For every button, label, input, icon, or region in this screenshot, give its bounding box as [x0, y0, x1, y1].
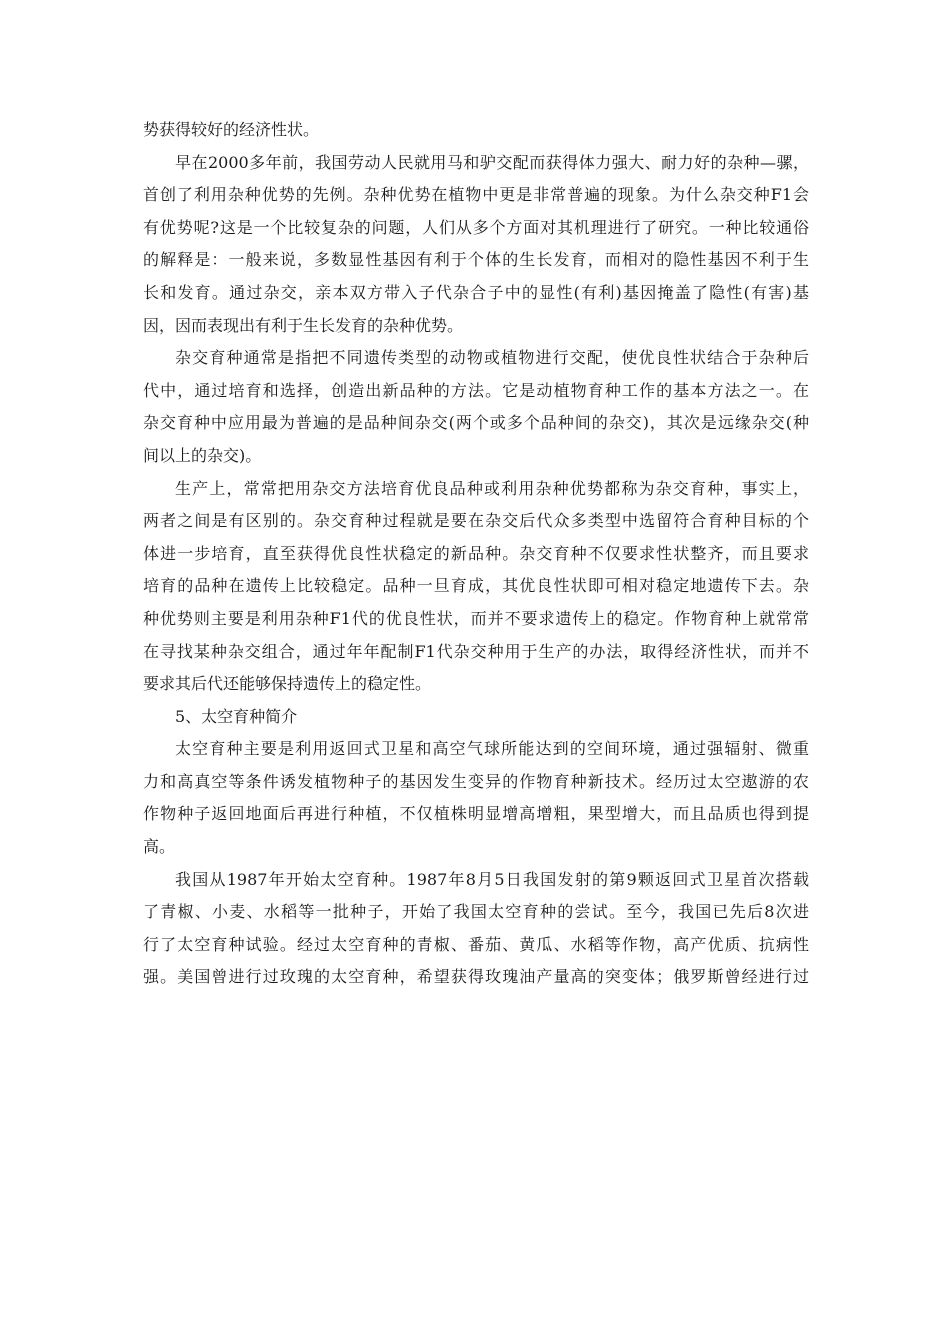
text-line: 太空育种主要是利用返回式卫星和高空气球所能达到的空间环境，通过强辐射、微重: [175, 739, 809, 759]
text-line: 间以上的杂交)。: [143, 445, 262, 465]
text-line: 代中，通过培育和选择，创造出新品种的方法。它是动植物育种工作的基本方法之一。在: [143, 380, 809, 400]
text-line: 在寻找某种杂交组合，通过年年配制F1代杂交种用于生产的办法，取得经济性状，而并不: [143, 641, 809, 661]
text-line: 力和高真空等条件诱发植物种子的基因发生变异的作物育种新技术。经历过太空遨游的农: [143, 771, 809, 791]
document-body: [143, 114, 809, 994]
text-line: 了青椒、小麦、水稻等一批种子，开始了我国太空育种的尝试。至今，我国已先后8次进: [143, 902, 809, 922]
paragraph: [143, 701, 809, 734]
text-line: 杂交育种中应用最为普遍的是品种间杂交(两个或多个品种间的杂交)，其次是远缘杂交(种: [143, 413, 809, 433]
text-line: 势获得较好的经济性状。: [143, 120, 320, 139]
text-line: 强。美国曾进行过玫瑰的太空育种，希望获得玫瑰油产量高的突变体；俄罗斯曾经进行过: [143, 967, 809, 987]
text-line: 有优势呢?这是一个比较复杂的问题，人们从多个方面对其机理进行了研究。一种比较通俗: [143, 217, 809, 237]
text-line: 我国从1987年开始太空育种。1987年8月5日我国发射的第9颗返回式卫星首次搭载: [175, 869, 809, 889]
text-line: 生产上，常常把用杂交方法培育优良品种或利用杂种优势都称为杂交育种，事实上，: [175, 478, 809, 498]
text-line: 早在2000多年前，我国劳动人民就用马和驴交配而获得体力强大、耐力好的杂种—骡，: [175, 152, 809, 172]
text-line: 的解释是：一般来说，多数显性基因有利于个体的生长发育，而相对的隐性基因不利于生: [143, 250, 809, 270]
text-line: 体进一步培育，直至获得优良性状稳定的新品种。杂交育种不仅要求性状整齐，而且要求: [143, 543, 809, 563]
text-line: 行了太空育种试验。经过太空育种的青椒、番茄、黄瓜、水稻等作物，高产优质、抗病性: [143, 934, 809, 954]
paragraph: [143, 733, 809, 863]
paragraph: [143, 147, 809, 343]
text-line: 两者之间是有区别的。杂交育种过程就是要在杂交后代众多类型中选留符合育种目标的个: [143, 511, 809, 531]
text-line: 培育的品种在遗传上比较稳定。品种一旦育成，其优良性状即可相对稳定地遗传下去。杂: [143, 576, 809, 596]
text-line: 高。: [143, 837, 176, 857]
text-line: 首创了利用杂种优势的先例。杂种优势在植物中更是非常普遍的现象。为什么杂交种F1会: [143, 185, 809, 205]
text-line: 因，因而表现出有利于生长发育的杂种优势。: [143, 315, 464, 335]
paragraph: [143, 473, 809, 701]
text-line: 种优势则主要是利用杂种F1代的优良性状，而并不要求遗传上的稳定。作物育种上就常常: [143, 608, 809, 628]
text-line: 5、太空育种简介: [175, 706, 298, 726]
text-line: 作物种子返回地面后再进行种植，不仅植株明显增高增粗，果型增大，而且品质也得到提: [143, 804, 809, 824]
text-line: 长和发育。通过杂交，亲本双方带入子代杂合子中的显性(有利)基因掩盖了隐性(有害)基: [143, 282, 809, 302]
paragraph: [143, 864, 809, 994]
paragraph: [143, 342, 809, 472]
text-line: 杂交育种通常是指把不同遗传类型的动物或植物进行交配，使优良性状结合于杂种后: [175, 348, 809, 368]
paragraph: [143, 114, 809, 147]
text-line: 要求其后代还能够保持遗传上的稳定性。: [143, 674, 432, 694]
